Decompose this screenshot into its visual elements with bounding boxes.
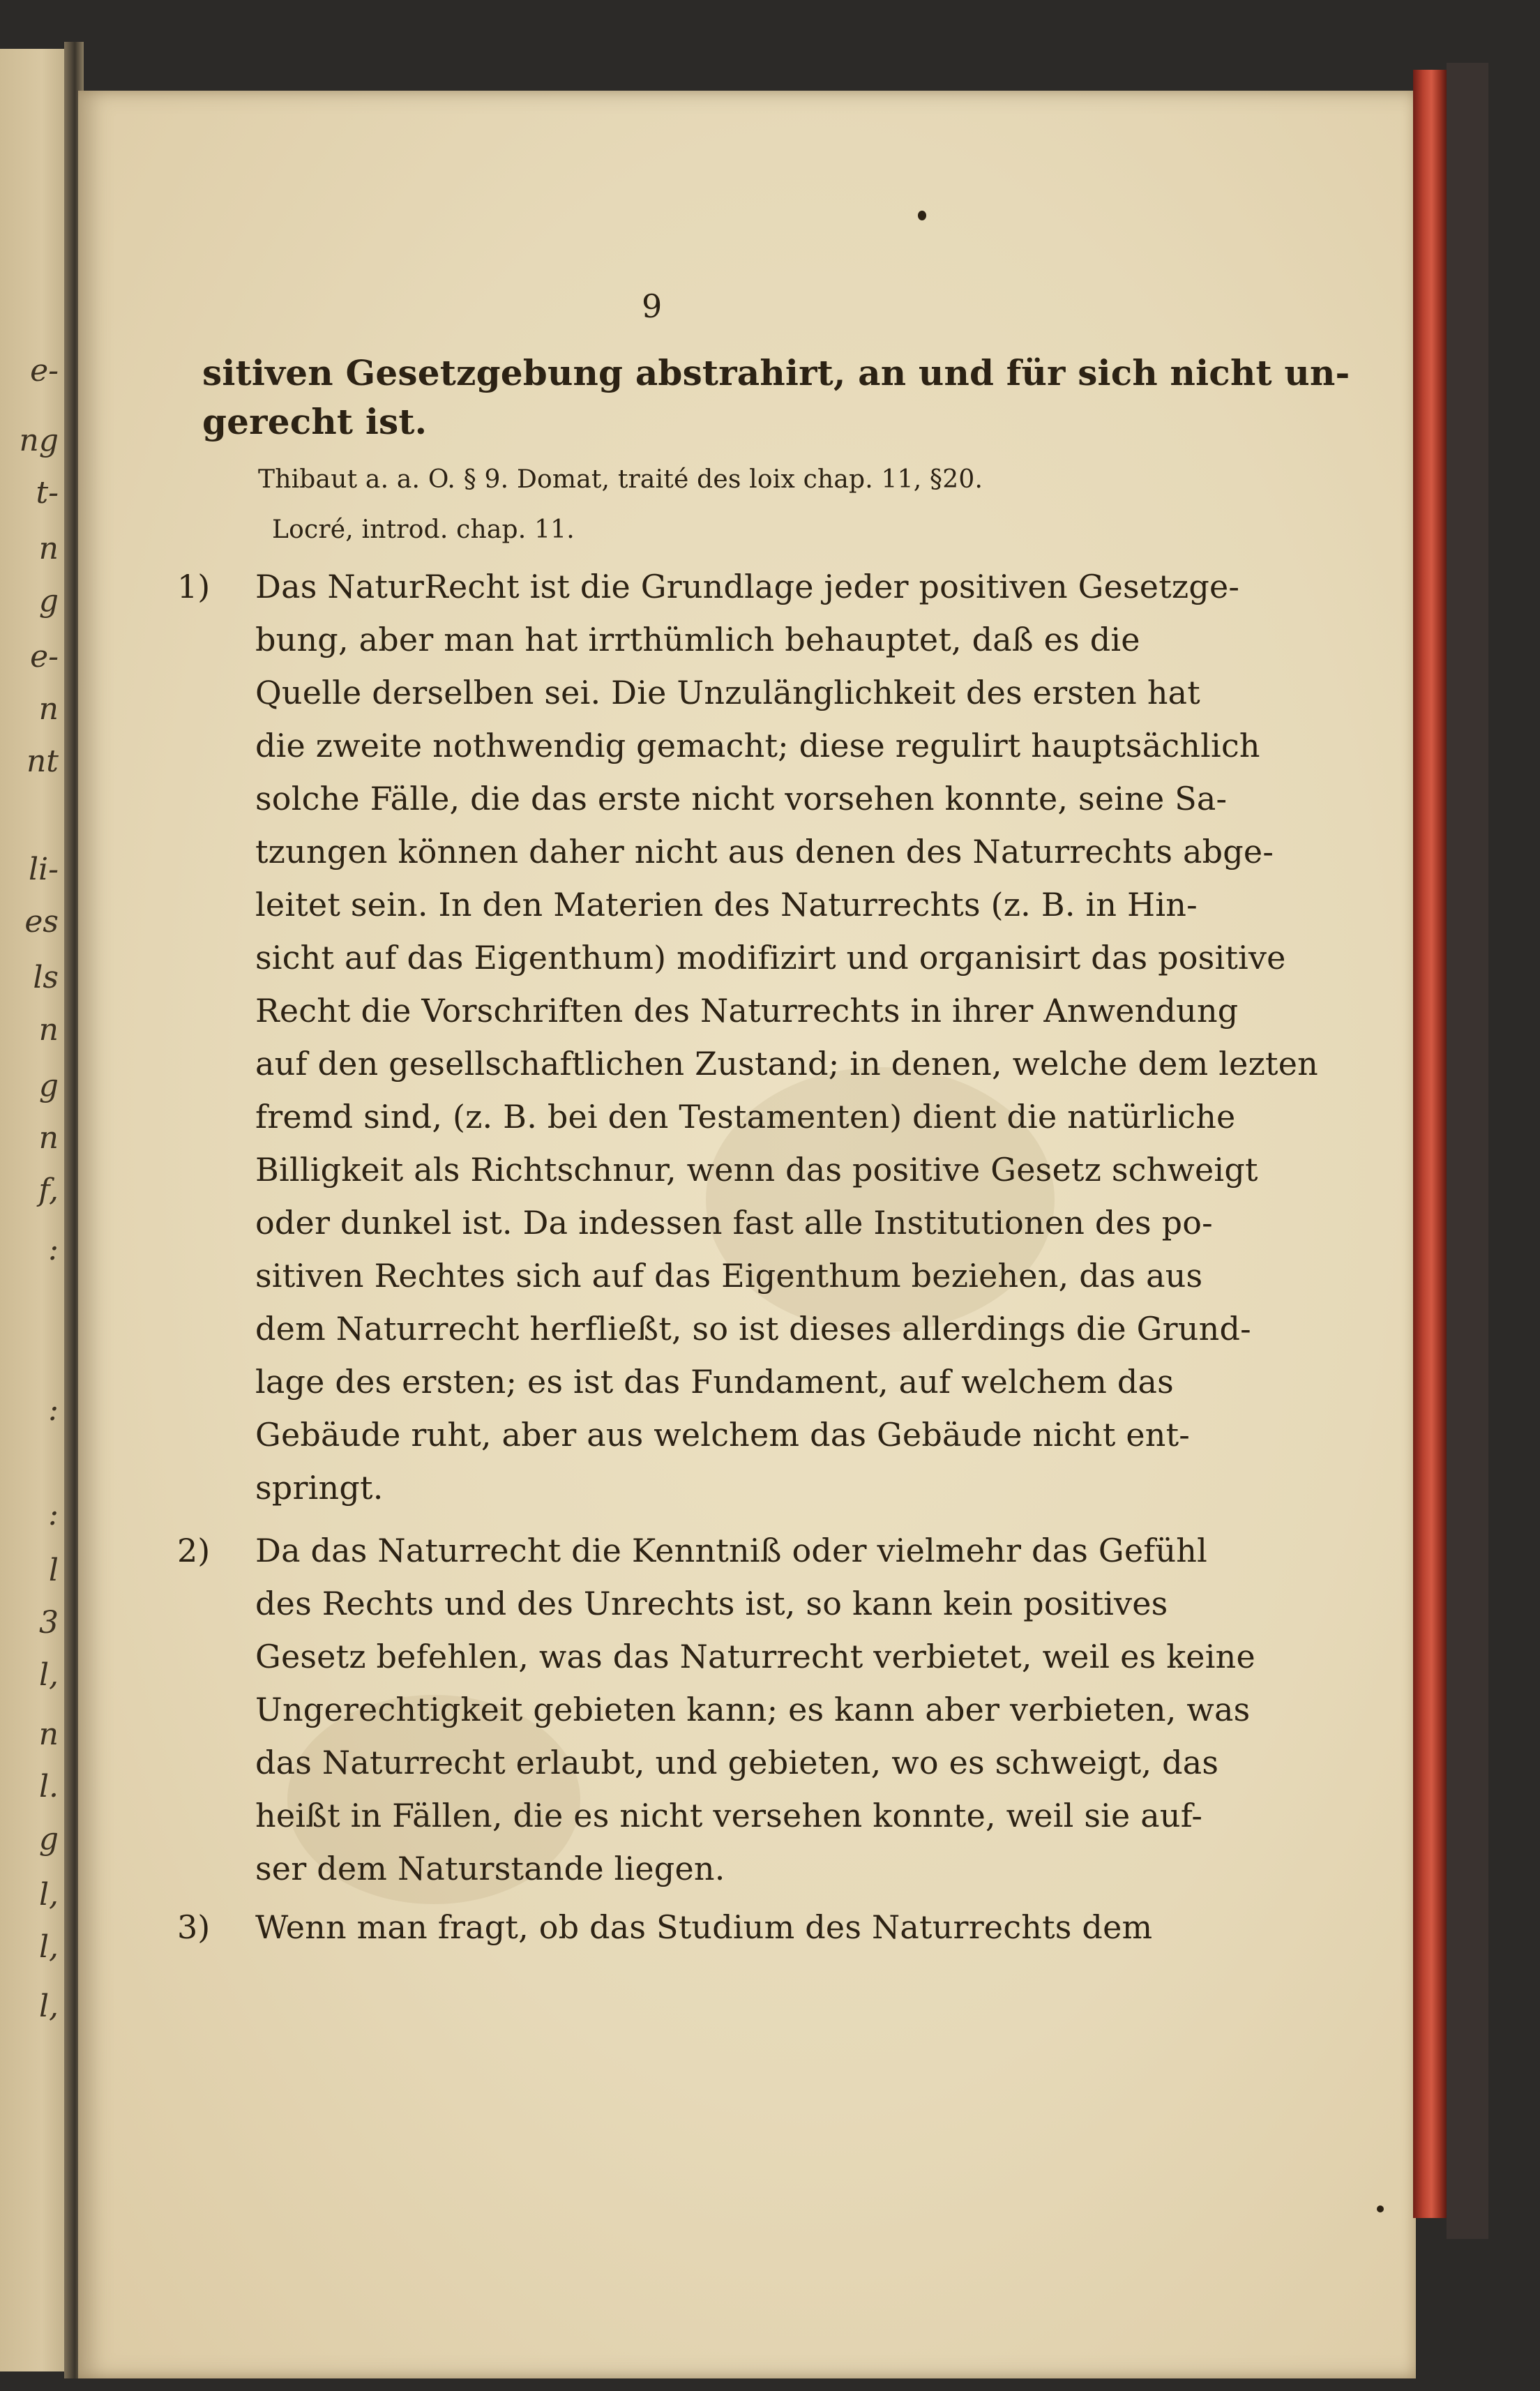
left-fragment: f, (38, 1172, 59, 1208)
left-fragment: 3 (39, 1605, 59, 1640)
text-line: tzungen können daher nicht aus denen des Naturrechts abge- (255, 833, 1274, 870)
left-fragment: n (38, 1717, 59, 1752)
citation-line: Locré, introd. chap. 11. (272, 515, 575, 544)
left-fragment: n (38, 531, 59, 566)
text-line: sitiven Gesetzgebung abstrahirt, an und für sich nicht un- (202, 352, 1350, 393)
left-fragment: g (38, 583, 59, 619)
text-line: Recht die Vorschriften des Naturrechts in ihrer Anwendung (255, 992, 1239, 1029)
text-line: das Naturrecht erlaubt, und gebieten, wo es schweigt, das (255, 1744, 1219, 1781)
text-line: Wenn man fragt, ob das Studium des Naturrechts dem (255, 1908, 1153, 1946)
text-line: Ungerechtigkeit gebieten kann; es kann aber verbieten, was (255, 1691, 1251, 1728)
text-line: solche Fälle, die das erste nicht vorsehen konnte, seine Sa- (255, 780, 1228, 817)
book-edge-shadow (1447, 63, 1488, 2239)
left-fragment: g (38, 1821, 59, 1857)
left-fragment: l. (38, 1769, 59, 1804)
left-fragment: es (24, 904, 59, 940)
left-fragment: ls (33, 960, 59, 995)
left-fragment: l (48, 1553, 59, 1588)
text-line: leitet sein. In den Materien des Naturrechts (z. B. in Hin- (255, 886, 1198, 923)
text-line: fremd sind, (z. B. bei den Testamenten) dient die natürliche (255, 1098, 1236, 1136)
book-edge-red (1413, 70, 1447, 2218)
left-fragment: n (38, 691, 59, 727)
left-fragment: l, (38, 1877, 59, 1913)
left-page-edge (0, 49, 70, 2371)
text-line: sitiven Rechtes sich auf das Eigenthum beziehen, das aus (255, 1257, 1203, 1295)
text-line: auf den gesellschaftlichen Zustand; in denen, welche dem lezten (255, 1045, 1318, 1083)
left-fragment: ng (19, 423, 59, 458)
left-fragment: g (38, 1068, 59, 1103)
text-line: heißt in Fällen, die es nicht versehen konnte, weil sie auf- (255, 1797, 1203, 1834)
left-fragment: n (38, 1120, 59, 1156)
left-fragment: li- (28, 852, 59, 887)
text-line: springt. (255, 1469, 384, 1507)
left-fragment: e- (30, 353, 59, 389)
page-number: 9 (642, 287, 663, 325)
text-line: Billigkeit als Richtschnur, wenn das positive Gesetz schweigt (255, 1151, 1258, 1189)
text-line: die zweite nothwendig gemacht; diese regulirt hauptsächlich (255, 727, 1260, 764)
left-fragment: : (48, 1497, 59, 1532)
text-line: lage des ersten; es ist das Fundament, auf welchem das (255, 1363, 1174, 1401)
ink-speck (1377, 2205, 1384, 2212)
left-fragment: : (48, 1232, 59, 1267)
text-line: Quelle derselben sei. Die Unzulänglichkeit des ersten hat (255, 674, 1200, 711)
ink-speck (918, 211, 926, 220)
text-line: Gebäude ruht, aber aus welchem das Gebäude nicht ent- (255, 1416, 1191, 1454)
left-fragment: l, (38, 1657, 59, 1693)
left-fragment: : (48, 1392, 59, 1428)
text-line: dem Naturrecht herfließt, so ist dieses allerdings die Grund- (255, 1310, 1251, 1348)
left-fragment: l, (38, 1989, 59, 2024)
citation-line: Thibaut a. a. O. § 9. Domat, traité des loix chap. 11, §20. (258, 465, 983, 494)
section-marker: 2) (177, 1532, 211, 1569)
left-fragment: nt (26, 744, 59, 779)
left-fragment: l, (38, 1929, 59, 1965)
left-fragment: n (38, 1012, 59, 1048)
text-line: oder dunkel ist. Da indessen fast alle Institutionen des po- (255, 1204, 1213, 1242)
text-line: des Rechts und des Unrechts ist, so kann kein positives (255, 1585, 1168, 1622)
left-fragment: e- (30, 639, 59, 674)
left-fragment: t- (36, 475, 59, 511)
text-line: Da das Naturrecht die Kenntniß oder vielmehr das Gefühl (255, 1532, 1208, 1569)
text-line: Das NaturRecht ist die Grundlage jeder positiven Gesetzge- (255, 568, 1240, 605)
section-marker: 3) (177, 1908, 211, 1946)
text-line: gerecht ist. (202, 401, 428, 442)
section-marker: 1) (177, 568, 211, 605)
text-line: bung, aber man hat irrthümlich behauptet, daß es die (255, 621, 1140, 658)
text-line: ser dem Naturstande liegen. (255, 1850, 725, 1887)
text-line: sicht auf das Eigenthum) modifizirt und organisirt das positive (255, 939, 1286, 976)
text-line: Gesetz befehlen, was das Naturrecht verbietet, weil es keine (255, 1638, 1255, 1675)
